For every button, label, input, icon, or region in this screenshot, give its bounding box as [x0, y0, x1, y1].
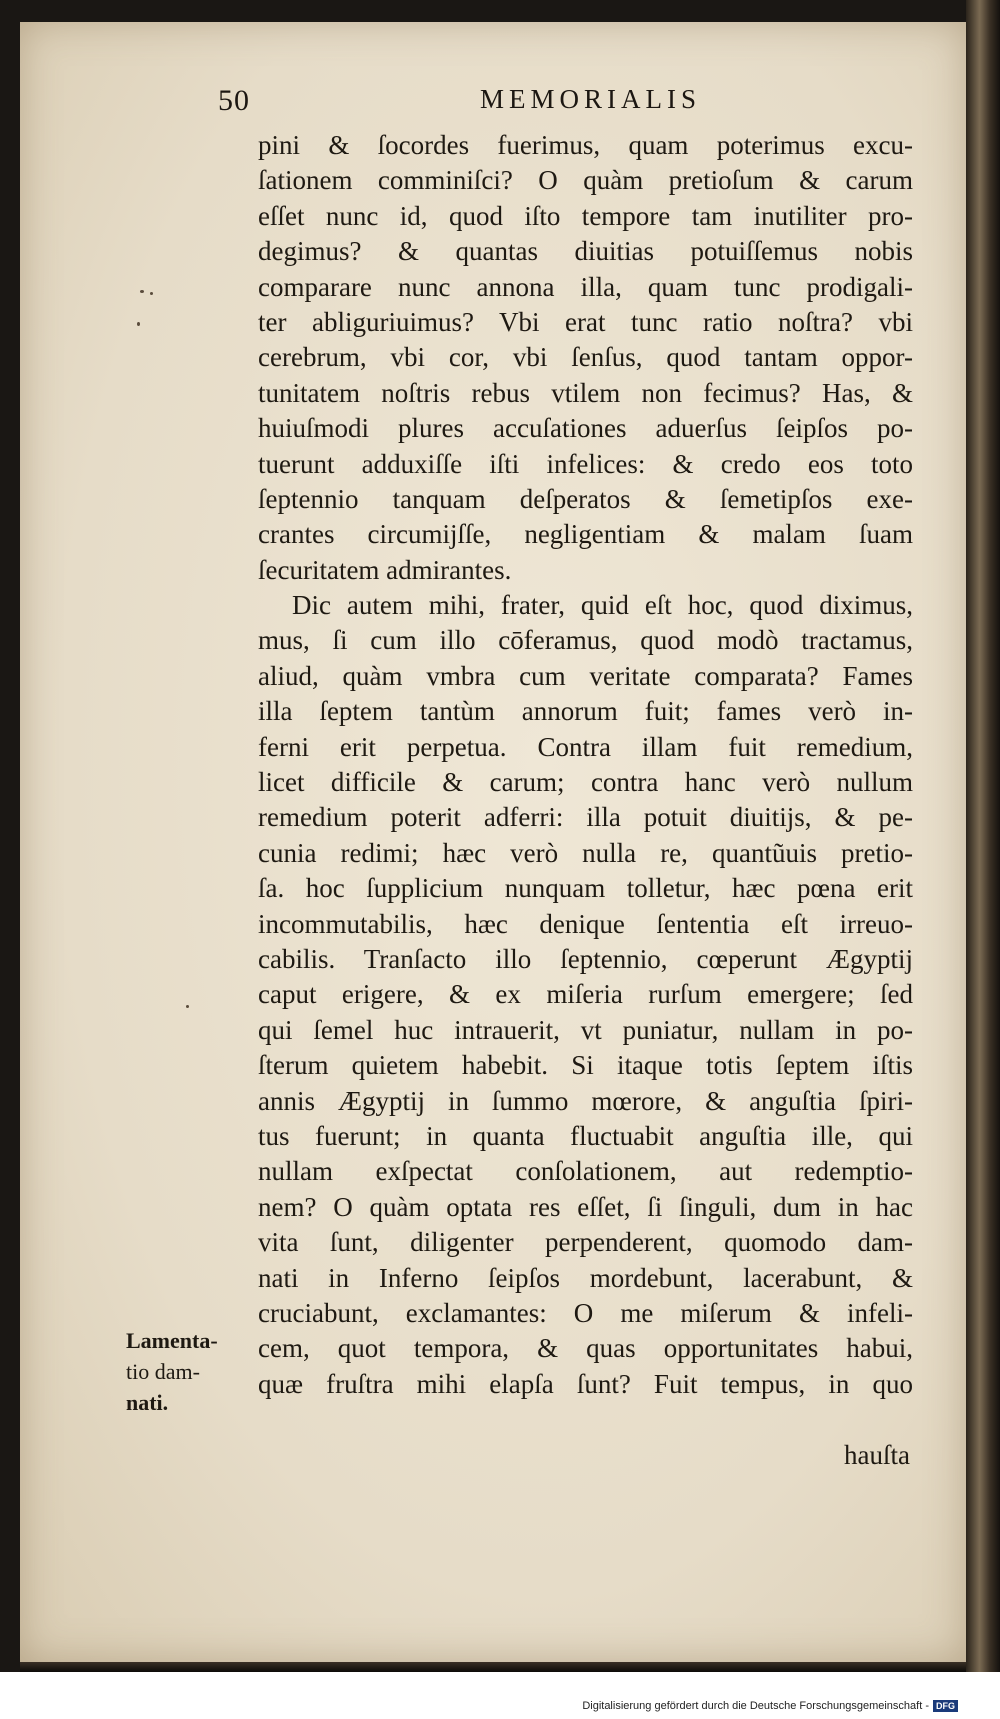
page-number: 50	[218, 84, 250, 117]
text-line: annis Ægyptij in ſummo mœrore, & anguſtia ſpiri-	[258, 1085, 913, 1116]
text-line: cruciabunt, exclamantes: O me miſerum & infeli-	[258, 1297, 913, 1328]
text-line: cerebrum, vbi cor, vbi ſenſus, quod tantam oppor-	[258, 342, 913, 373]
text-line: pini & ſocordes fuerimus, quam poterimus excu-	[258, 130, 913, 160]
ink-speck	[140, 290, 144, 293]
text-line: Dic autem mihi, frater, quid eſt hoc, quod diximus,	[292, 590, 913, 621]
dfg-logo-icon: DFG	[933, 1700, 958, 1712]
ink-speck	[186, 1005, 189, 1008]
text-line: licet difficile & carum; contra hanc verò nullum	[258, 767, 913, 798]
text-line: cunia redimi; hæc verò nulla re, quantũuis pretio-	[258, 837, 913, 868]
text-line: caput erigere, & ex miſeria rurſum emergere; ſed	[258, 979, 913, 1010]
marginal-note-line: tio dam-	[126, 1359, 200, 1384]
text-line: huiuſmodi plures accuſationes aduerſus ſeipſos po-	[258, 413, 913, 444]
text-line: qui ſemel huc intrauerit, vt puniatur, nullam in po-	[258, 1014, 913, 1045]
catchword: hauſta	[844, 1440, 910, 1470]
text-line: tunitatem noſtris rebus vtilem non fecimus? Has, &	[258, 377, 913, 408]
text-line: vita ſunt, diligenter perpenderent, quomodo dam-	[258, 1227, 913, 1258]
text-line: ſecuritatem admirantes.	[258, 554, 512, 585]
text-line: mus, ſi cum illo cōferamus, quod modò tractamus,	[258, 625, 913, 656]
running-head: MEMORIALIS	[480, 84, 702, 114]
ink-speck	[137, 322, 140, 326]
text-line: ſeptennio tanquam deſperatos & ſemetipſos exe-	[258, 483, 913, 514]
text-line: illa ſeptem tantùm annorum fuit; fames verò in-	[258, 696, 913, 727]
text-line: ter abliguriuimus? Vbi erat tunc ratio noſtra? vbi	[258, 306, 913, 337]
text-line: tus fuerunt; in quanta fluctuabit anguſtia ille, qui	[258, 1120, 913, 1151]
text-line: incommutabilis, hæc denique ſententia eſt irreuo-	[258, 908, 913, 939]
text-line: remedium poterit adferri: illa potuit diuitijs, & pe-	[258, 802, 913, 833]
text-line: nullam exſpectat conſolationem, aut redemptio-	[258, 1156, 913, 1187]
text-line: ſterum quietem habebit. Si itaque totis ſeptem iſtis	[258, 1050, 913, 1081]
text-line: ferni erit perpetua. Contra illam fuit remedium,	[258, 731, 913, 762]
text-line: quæ fruſtra mihi elapſa ſunt? Fuit tempus, in quo	[258, 1368, 913, 1399]
text-line: aliud, quàm vmbra cum veritate comparata? Fames	[258, 660, 913, 691]
ink-speck	[150, 292, 153, 295]
body-text	[258, 128, 913, 1402]
text-line: ſationem comminiſci? O quàm pretioſum & carum	[258, 165, 913, 196]
text-line: nem? O quàm optata res eſſet, ſi ſinguli, dum in hac	[258, 1191, 913, 1222]
digitization-credit	[582, 1700, 958, 1712]
page-bottom-shadow	[20, 1662, 966, 1672]
text-line: nati in Inferno ſeipſos mordebunt, lacerabunt, &	[258, 1262, 913, 1293]
text-line: degimus? & quantas diuitias potuiſſemus nobis	[258, 236, 913, 267]
marginal-note-line: Lamenta-	[126, 1328, 218, 1353]
marginal-note-line: nati.	[126, 1390, 169, 1415]
text-line: comparare nunc annona illa, quam tunc prodigali-	[258, 271, 913, 302]
text-line: crantes circumijſſe, negligentiam & malam ſuam	[258, 519, 913, 550]
text-line: cabilis. Tranſacto illo ſeptennio, cœperunt Ægyptij	[258, 943, 913, 974]
text-line: tuerunt adduxiſſe iſti infelices: & credo eos toto	[258, 448, 913, 479]
text-line: eſſet nunc id, quod iſto tempore tam inutiliter pro-	[258, 200, 913, 231]
credit-text: Digitalisierung gefördert durch die Deutsche Forschungsgemeinschaft -	[582, 1700, 929, 1712]
book-edge	[966, 0, 1000, 1719]
text-line: ſa. hoc ſupplicium nunquam tolletur, hæc pœna erit	[258, 873, 913, 904]
marginal-note	[126, 1325, 246, 1418]
text-line: cem, quot tempora, & quas opportunitates habui,	[258, 1333, 913, 1364]
